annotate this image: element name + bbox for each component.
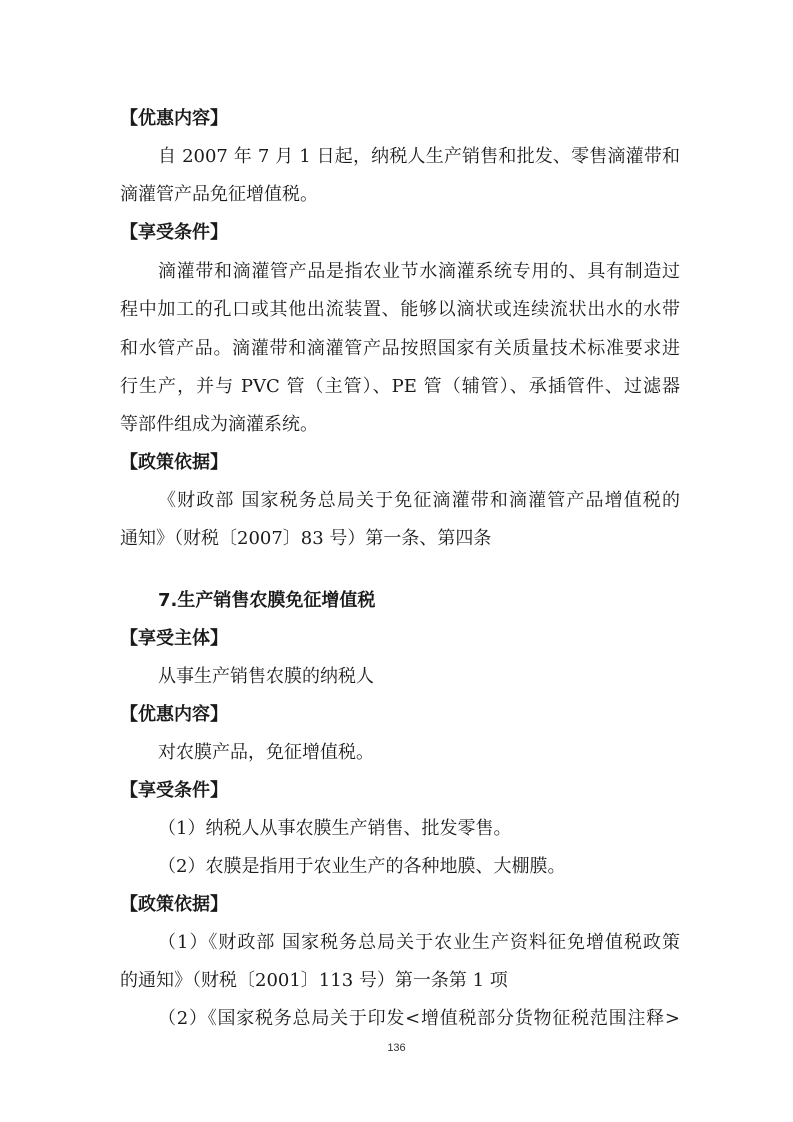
benefit-text-line-1: 自 2007 年 7 月 1 日起，纳税人生产销售和批发、零售滴灌带和 [158,146,680,167]
basis-text-line-2: 通知》（财税〔2007〕83 号）第一条、第四条 [120,528,492,549]
heading-benefit-content: 【优惠内容】 [120,108,228,129]
heading-conditions: 【享受条件】 [120,222,228,243]
benefit-text-2: 对农膜产品，免征增值税。 [158,742,374,763]
condition-item-2: （2）农膜是指用于农业生产的各种地膜、大棚膜。 [158,856,566,877]
basis-item-1-line-1: （1）《财政部 国家税务总局关于农业生产资料征免增值税政策 [158,932,680,953]
condition-item-1: （1）纳税人从事农膜生产销售、批发零售。 [158,818,512,839]
heading-policy-basis: 【政策依据】 [120,452,228,473]
section-title: 7.生产销售农膜免征增值税 [158,590,376,611]
conditions-text-line-4: 行生产，并与 PVC 管（主管）、PE 管（辅管）、承插管件、过滤器 [120,376,680,397]
conditions-text-line-3: 和水管产品。滴灌带和滴灌管产品按照国家有关质量技术标准要求进 [120,338,680,359]
heading-conditions-2: 【享受条件】 [120,780,228,801]
basis-item-2-line-1: （2）《国家税务总局关于印发<增值税部分货物征税范围注释> [158,1008,680,1029]
heading-benefit-content-2: 【优惠内容】 [120,704,228,725]
conditions-text-line-1: 滴灌带和滴灌管产品是指农业节水滴灌系统专用的、具有制造过 [158,261,680,282]
conditions-text-line-5: 等部件组成为滴灌系统。 [120,414,318,435]
basis-text-line-1: 《财政部 国家税务总局关于免征滴灌带和滴灌管产品增值税的 [158,490,680,511]
page-number: 136 [387,1042,406,1054]
heading-subject: 【享受主体】 [120,628,228,649]
conditions-text-line-2: 程中加工的孔口或其他出流装置、能够以滴状或连续流状出水的水带 [120,299,680,320]
heading-policy-basis-2: 【政策依据】 [120,894,228,915]
subject-text: 从事生产销售农膜的纳税人 [158,666,374,687]
basis-item-1-line-2: 的通知》（财税〔2001〕113 号）第一条第 1 项 [120,970,508,991]
benefit-text-line-2: 滴灌管产品免征增值税。 [120,184,318,205]
